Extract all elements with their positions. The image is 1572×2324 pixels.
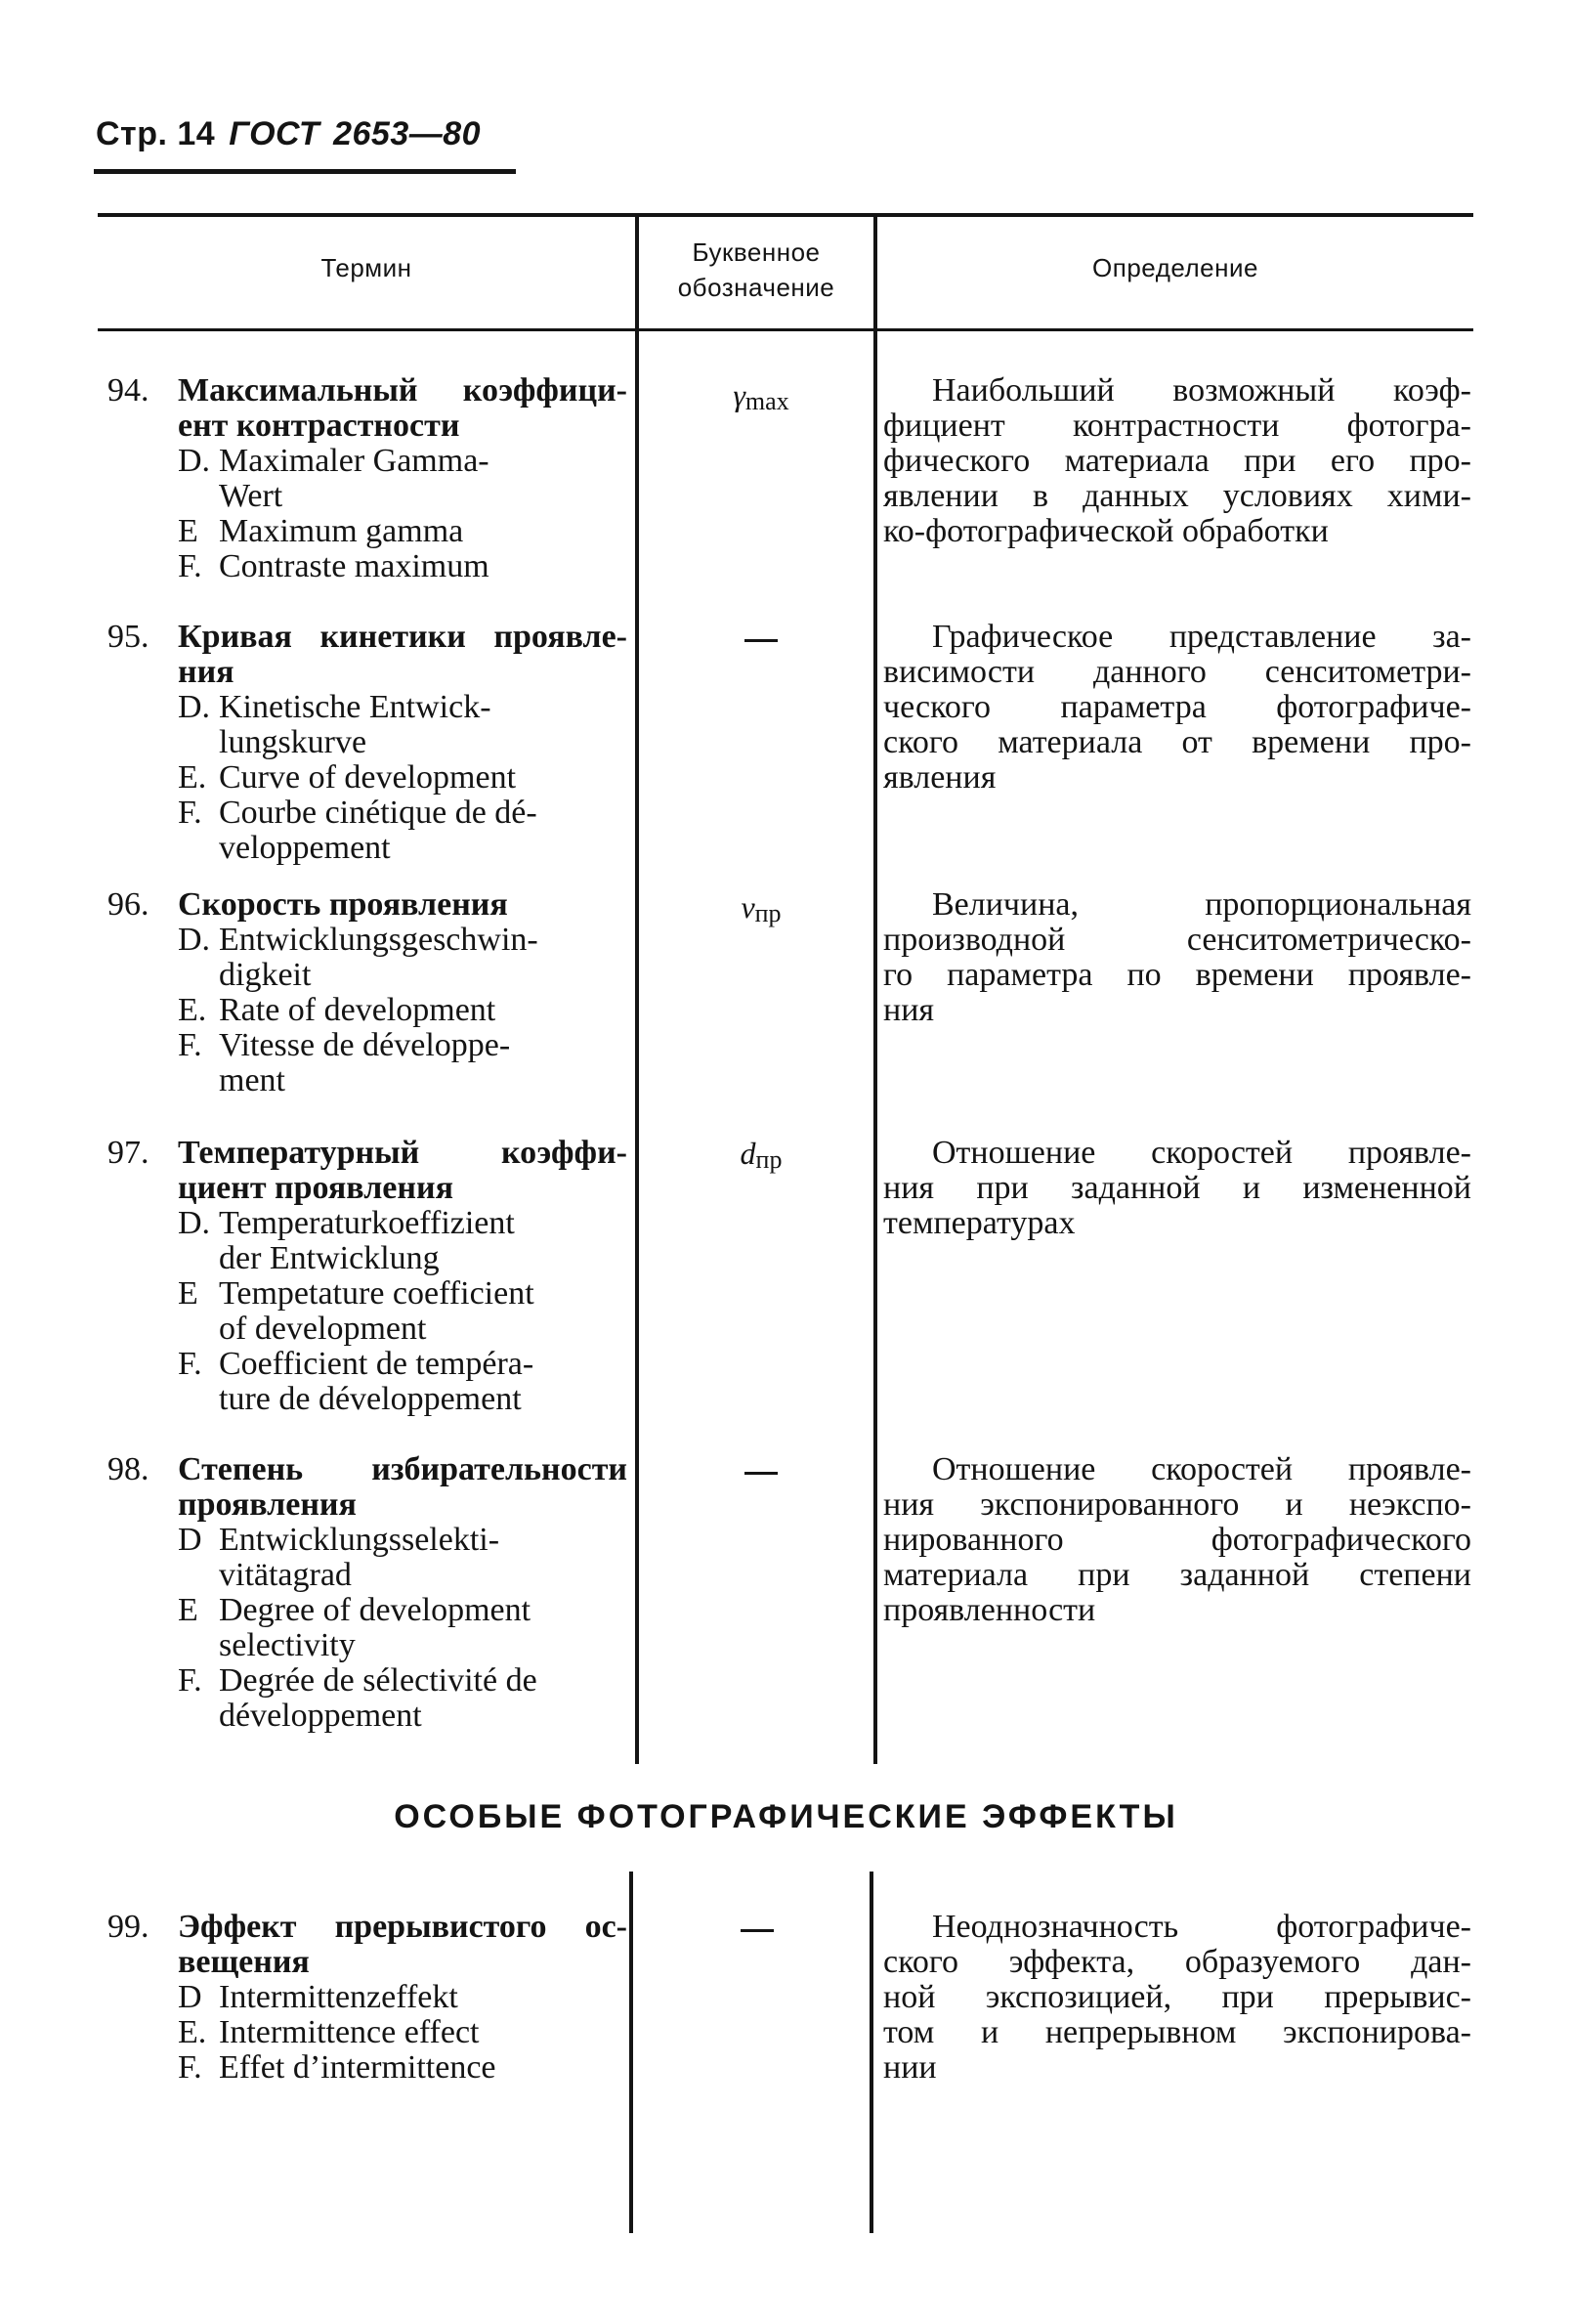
equivalent-term: Effet d’intermittence <box>219 2049 496 2086</box>
column-header-term: Термин <box>320 253 412 282</box>
lang-code: D. <box>178 922 211 958</box>
entry-number: 97. <box>107 1135 149 1171</box>
symbol-95 <box>649 620 873 655</box>
page-number: Стр. 14 <box>96 115 216 152</box>
lang-code: F. <box>178 1027 202 1063</box>
symbol-99 <box>645 1910 870 1945</box>
equivalent-term: Contraste maximum <box>219 548 489 584</box>
equivalent-term: digkeit <box>219 957 312 993</box>
term-title-line: Степень избирательности <box>178 1451 627 1487</box>
lang-code: D. <box>178 443 211 479</box>
equivalent-term: veloppement <box>219 830 391 866</box>
equivalent-term: Courbe cinétique de dé- <box>219 795 537 831</box>
no-symbol-dash <box>741 1929 774 1932</box>
column-divider-2 <box>873 217 877 1764</box>
equivalent-term: vitätagrad <box>219 1557 352 1593</box>
term-title-line: ент контрастности <box>178 408 460 444</box>
equivalent-term: développement <box>219 1698 422 1734</box>
symbol-98 <box>649 1452 873 1487</box>
no-symbol-dash <box>744 1472 778 1475</box>
lang-code: E. <box>178 992 207 1028</box>
lang-code: E <box>178 1592 198 1628</box>
equivalent-term: Intermittenzeffekt <box>219 1979 458 2015</box>
equivalent-term: Maximaler Gamma- <box>219 443 489 479</box>
equivalent-term: Curve of development <box>219 759 517 796</box>
equivalent-term: Kinetische Entwick- <box>219 689 491 725</box>
equivalent-term: ment <box>219 1062 285 1098</box>
equivalent-term: Coefficient de tempéra- <box>219 1346 534 1382</box>
entry-number: 94. <box>107 372 149 409</box>
table-top-rule <box>98 213 1473 217</box>
entry-number: 96. <box>107 886 149 923</box>
definition-97: Отношение скоростей проявле- ния при заданной и измененной температурах <box>883 1135 1471 1241</box>
column-header-symbol-line-2: обозначение <box>677 273 835 302</box>
lang-code: E. <box>178 2014 207 2050</box>
equivalent-term: Wert <box>219 478 283 514</box>
lang-code: F. <box>178 1662 202 1699</box>
table-head-rule <box>98 328 1473 331</box>
lang-code: F. <box>178 795 202 831</box>
equivalent-term: selectivity <box>219 1627 356 1663</box>
definition-94: Наибольший возможный коэф- фициент контрастности фотогра- фического материала при его про- явлении в данных условиях хими- ко-фотографической обработки <box>883 372 1471 549</box>
column-header-definition: Определение <box>1092 253 1258 282</box>
symbol-97: dпр <box>740 1136 783 1174</box>
equivalent-term: Temperaturkoeffizient <box>219 1205 515 1241</box>
term-entry-99 <box>107 1910 627 2086</box>
column-header-symbol <box>639 235 873 305</box>
lang-code: D <box>178 1979 202 2015</box>
symbol-94: γmax <box>733 377 789 415</box>
entry-number: 99. <box>107 1909 149 1945</box>
equivalent-term: Intermittence effect <box>219 2014 480 2050</box>
lang-code: F. <box>178 2049 202 2086</box>
lang-code: E <box>178 513 198 549</box>
term-title-line: Эффект прерывистого ос- <box>178 1909 627 1945</box>
equivalent-term: Degrée de sélectivité de <box>219 1662 537 1699</box>
term-title-line: вещения <box>178 1944 310 1980</box>
no-symbol-dash <box>744 639 778 642</box>
lang-code: F. <box>178 1346 202 1382</box>
term-entry-97 <box>107 1136 627 1417</box>
column-divider-1 <box>635 217 639 1764</box>
term-entry-95 <box>107 620 627 866</box>
term-title-line: Кривая кинетики проявле- <box>178 619 627 655</box>
term-title-line: Максимальный коэффици- <box>178 372 627 409</box>
equivalent-term: of development <box>219 1311 427 1347</box>
symbol-96: vпр <box>741 889 782 927</box>
definition-96: Величина, пропорциональная производной сенситометрическо- го параметра по времени проявле- ния <box>883 886 1471 1028</box>
column-divider-4 <box>870 1872 873 2233</box>
definition-99: Неоднозначность фотографиче- ского эффекта, образуемого дан- ной экспозицией, при прерывис- том и непрерывном экспонирова- нии <box>883 1909 1471 2086</box>
lang-code: D. <box>178 689 211 725</box>
page-header <box>96 115 481 153</box>
term-entry-94 <box>107 373 627 584</box>
lang-code: D <box>178 1522 202 1558</box>
entry-number: 98. <box>107 1451 149 1487</box>
standard-label: ГОСТ <box>229 115 320 152</box>
definition-95: Графическое представление за- висимости данного сенситометри- ческого параметра фотографиче- ского материала от времени про- явления <box>883 619 1471 796</box>
term-entry-96 <box>107 887 627 1098</box>
header-rule <box>94 169 516 174</box>
entry-number: 95. <box>107 619 149 655</box>
term-entry-98 <box>107 1452 627 1734</box>
term-title-line: проявления <box>178 1486 357 1523</box>
equivalent-term: der Entwicklung <box>219 1240 440 1276</box>
lang-code: D. <box>178 1205 211 1241</box>
standard-number: 2653—80 <box>333 115 482 152</box>
equivalent-term: Tempetature coefficient <box>219 1275 534 1312</box>
equivalent-term: Maximum gamma <box>219 513 464 549</box>
equivalent-term: ture de développement <box>219 1381 522 1417</box>
section-title: ОСОБЫЕ ФОТОГРАФИЧЕСКИЕ ЭФФЕКТЫ <box>394 1798 1178 1835</box>
lang-code: E. <box>178 759 207 796</box>
lang-code: F. <box>178 548 202 584</box>
term-title-line: Температурный коэффи- <box>178 1135 627 1171</box>
equivalent-term: lungskurve <box>219 724 367 760</box>
equivalent-term: Degree of development <box>219 1592 531 1628</box>
term-title-line: циент проявления <box>178 1170 453 1206</box>
column-header-symbol-line-1: Буквенное <box>692 237 821 267</box>
column-divider-3 <box>629 1872 633 2233</box>
term-title-line: Скорость проявления <box>178 886 508 923</box>
definition-98: Отношение скоростей проявле- ния экспонированного и неэкспо- нированного фотографического материала при заданной степени проявленности <box>883 1451 1471 1628</box>
equivalent-term: Entwicklungsselekti- <box>219 1522 500 1558</box>
equivalent-term: Vitesse de développe- <box>219 1027 511 1063</box>
lang-code: E <box>178 1275 198 1312</box>
equivalent-term: Entwicklungsgeschwin- <box>219 922 538 958</box>
equivalent-term: Rate of development <box>219 992 496 1028</box>
term-title-line: ния <box>178 654 234 690</box>
